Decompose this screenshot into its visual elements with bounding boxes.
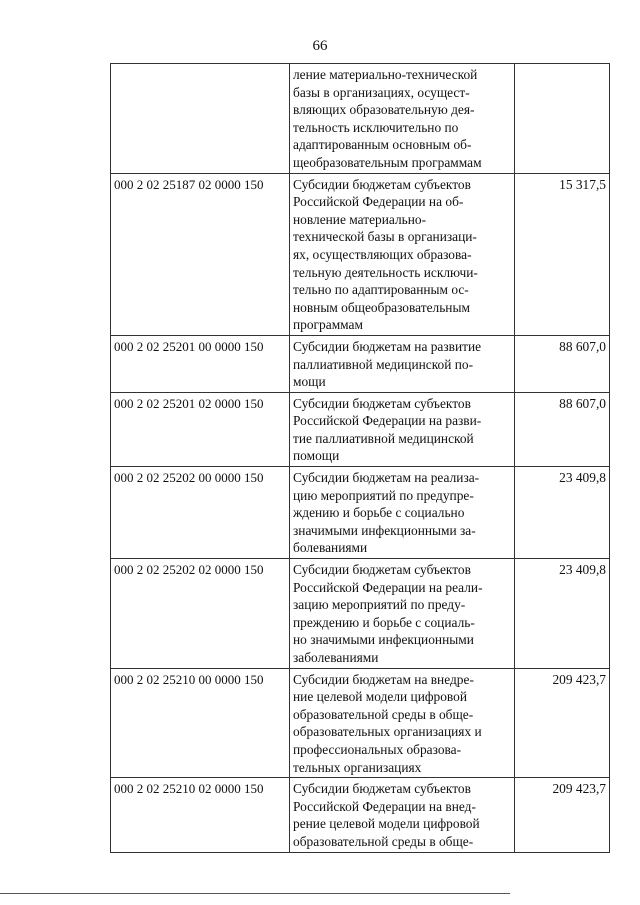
description-line: профессиональных образова- [293,741,462,757]
table-row [111,668,610,778]
budget-code-cell: 000 2 02 25201 02 0000 150 [111,392,290,466]
description-line: новление материально- [293,211,427,227]
budget-table-body [111,64,610,853]
description-line: Субсидии бюджетам субъектов [293,176,471,192]
description-line: образовательных организациях и [293,724,482,740]
description-line: тельно по адаптированным ос- [293,282,469,298]
amount-cell: 88 607,0 [515,392,610,466]
description-cell [290,173,515,335]
description-line: образовательной среды в обще- [293,706,474,722]
table-row [111,559,610,669]
description-line: Российской Федерации на разви- [293,413,482,429]
budget-code-cell: 000 2 02 25202 00 0000 150 [111,467,290,559]
description-line: помощи [293,448,340,464]
description-line: Субсидии бюджетам субъектов [293,781,471,797]
description-line: тельность исключительно по [293,119,459,135]
amount-cell [515,64,610,174]
description-line: тельную деятельность исключи- [293,264,478,280]
description-cell [290,335,515,392]
description-line: тие паллиативной медицинской [293,430,474,446]
description-cell [290,668,515,778]
budget-table [110,63,610,853]
description-line: Российской Федерации на реали- [293,579,483,595]
description-line: тельных организациях [293,759,422,775]
description-line: Субсидии бюджетам субъектов [293,562,471,578]
budget-code-cell: 000 2 02 25210 00 0000 150 [111,668,290,778]
description-line: новным общеобразовательным [293,299,470,315]
description-line: цию мероприятий по предупре- [293,487,474,503]
description-line: паллиативной медицинской по- [293,356,474,372]
page-number: 66 [312,38,328,54]
description-line: Субсидии бюджетам на развитие [293,338,482,354]
description-cell [290,64,515,174]
table-row [111,335,610,392]
budget-code-cell [111,64,290,174]
table-row [111,392,610,466]
description-line: Субсидии бюджетам на реализа- [293,470,480,486]
description-line: образовательной среды в обще- [293,833,474,849]
description-line: Российской Федерации на внед- [293,798,476,814]
table-row [111,467,610,559]
description-line: Субсидии бюджетам субъектов [293,395,471,411]
description-line: ление материально-технической [293,67,478,82]
amount-cell: 23 409,8 [515,467,610,559]
amount-cell: 15 317,5 [515,173,610,335]
description-line: Субсидии бюджетам на внедре- [293,671,474,687]
amount-cell: 23 409,8 [515,559,610,669]
budget-code-cell: 000 2 02 25187 02 0000 150 [111,173,290,335]
budget-code-cell: 000 2 02 25202 02 0000 150 [111,559,290,669]
description-line: преждению и борьбе с социаль- [293,614,475,630]
description-line: адаптированным основным об- [293,137,472,153]
description-line: щеобразовательным программам [293,154,482,170]
description-line: мощи [293,374,326,390]
description-line: базы в организациях, осущест- [293,84,470,100]
description-line: но значимыми инфекционными [293,632,474,648]
description-line: значимыми инфекционными за- [293,522,476,538]
description-line: зацию мероприятий по преду- [293,597,466,613]
description-line: программам [293,317,363,333]
table-row [111,173,610,335]
table-row [111,64,610,174]
description-line: ждению и борьбе с социально [293,505,465,521]
amount-cell: 88 607,0 [515,335,610,392]
description-cell [290,778,515,852]
page-bottom-rule [0,893,510,894]
description-line: ях, осуществляющих образова- [293,246,472,262]
description-cell [290,467,515,559]
description-line: Российской Федерации на об- [293,194,464,210]
amount-cell: 209 423,7 [515,668,610,778]
description-cell [290,392,515,466]
description-line: болеваниями [293,540,368,556]
description-line: технической базы в организаци- [293,229,477,245]
description-line: рение целевой модели цифровой [293,816,480,832]
description-line: ние целевой модели цифровой [293,689,468,705]
description-line: вляющих образовательную дея- [293,102,475,118]
budget-code-cell: 000 2 02 25201 00 0000 150 [111,335,290,392]
description-cell [290,559,515,669]
table-row [111,778,610,852]
budget-code-cell: 000 2 02 25210 02 0000 150 [111,778,290,852]
amount-cell: 209 423,7 [515,778,610,852]
description-line: заболеваниями [293,650,379,665]
